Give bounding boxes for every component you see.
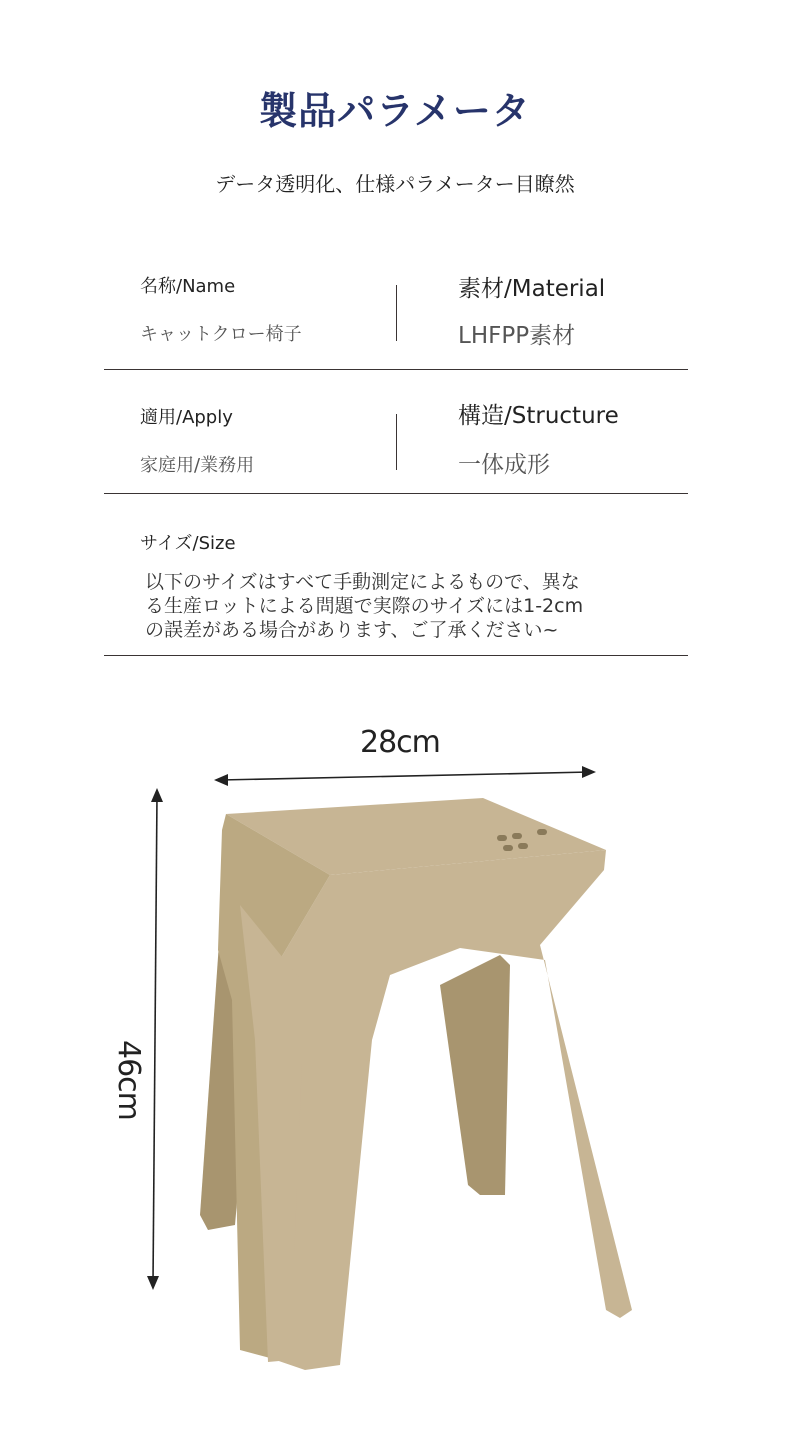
apply-label: 適用/Apply bbox=[140, 407, 233, 428]
page-title: 製品パラメータ bbox=[259, 89, 531, 133]
structure-label: 構造/Structure bbox=[458, 403, 619, 429]
material-label: 素材/Material bbox=[458, 276, 606, 302]
page-subtitle: データ透明化、仕様パラメーター目瞭然 bbox=[215, 172, 575, 196]
width-arrow bbox=[214, 766, 596, 786]
size-note-line: る生産ロットによる問題で実際のサイズには1-2cm bbox=[145, 595, 584, 617]
width-dimension-label: 28cm bbox=[360, 725, 440, 760]
material-value: LHFPP素材 bbox=[458, 323, 576, 349]
size-note-line: の誤差がある場合があります、ご了承ください~ bbox=[145, 619, 559, 641]
name-label: 名称/Name bbox=[140, 276, 236, 297]
height-arrow bbox=[147, 788, 163, 1290]
size-label: サイズ/Size bbox=[140, 533, 236, 554]
structure-value: 一体成形 bbox=[458, 452, 550, 478]
size-note-line: 以下のサイズはすべて手動測定によるもので、異な bbox=[145, 571, 580, 593]
height-dimension-label: 46cm bbox=[111, 1040, 146, 1120]
apply-value: 家庭用/業務用 bbox=[140, 455, 255, 476]
stool-image bbox=[200, 798, 632, 1370]
name-value: キャットクロー椅子 bbox=[140, 324, 302, 345]
